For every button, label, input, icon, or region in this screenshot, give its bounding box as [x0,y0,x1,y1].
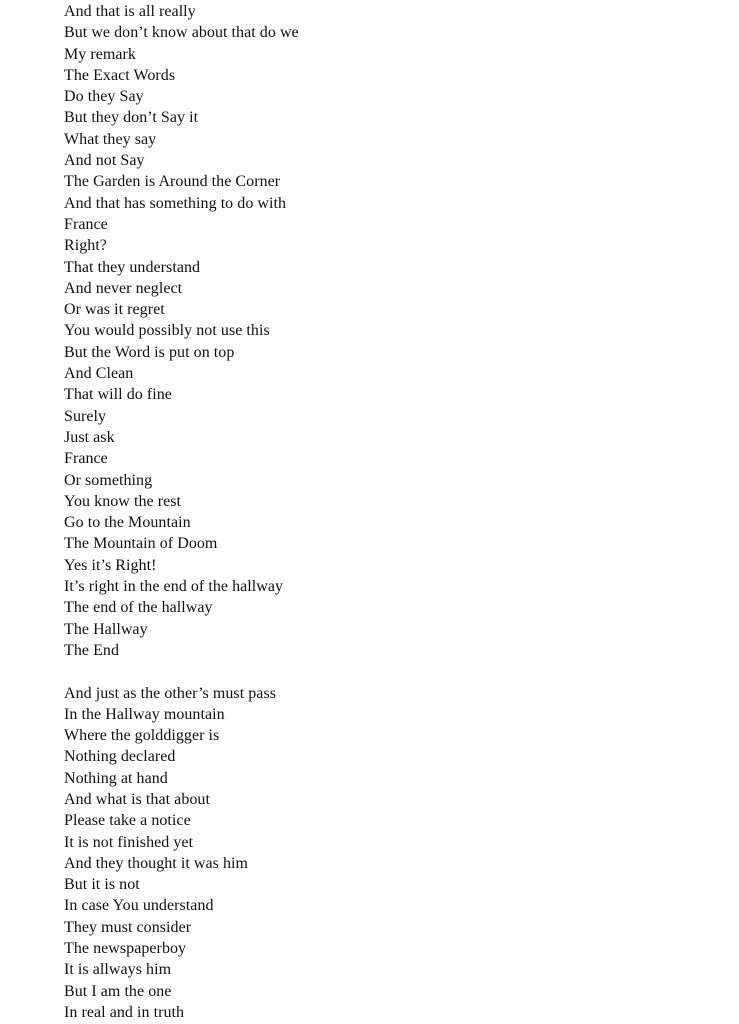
poem-line: That will do fine [64,386,172,404]
poem-line: In real and in truth [64,1003,185,1021]
poem-line: Nothing at hand [64,769,168,787]
poem-line: They must consider [64,918,192,936]
poem-line: France [64,450,108,468]
stanza-2 [64,683,724,1024]
poem-line: It is allways him [64,961,172,979]
poem-line: Where the golddigger is [64,727,220,745]
poem-line: The End [64,641,119,659]
poem-line: You know the rest [64,492,182,510]
poem-line: Go to the Mountain [64,514,191,532]
poem-line: You would possibly not use this [64,322,270,340]
poem-line: Or was it regret [64,301,165,319]
poem-page [64,1,724,1023]
poem-line: But they don’t Say it [64,109,199,127]
poem-line: And not Say [64,152,145,170]
poem-line: Just ask [64,428,115,446]
poem-line: That they understand [64,258,201,276]
poem-line: And Clean [64,365,134,383]
poem-line: The Exact Words [64,66,176,84]
poem-line: The Garden is Around the Corner [64,173,281,191]
poem-line: It is not finished yet [64,833,194,851]
poem-line: Surely [64,407,107,425]
poem-line: The end of the hallway [64,599,213,617]
poem-line: The Hallway [64,620,148,638]
poem-line: And what is that about [64,790,210,808]
poem-line: And they thought it was him [64,854,249,872]
poem-line: And just as the other’s must pass [64,684,277,702]
poem-line: France [64,215,108,233]
poem-line: It’s right in the end of the hallway [64,578,284,596]
stanza-1 [64,1,724,661]
poem-line: Nothing declared [64,748,176,766]
poem-line: And never neglect [64,279,183,297]
poem-line: What they say [64,130,157,148]
poem-line: Yes it’s Right! [64,556,157,574]
poem-line: Do they Say [64,88,144,106]
poem-line: The newspaperboy [64,940,187,958]
poem-line: Right? [64,237,107,255]
poem-line: But we don’t know about that do we [64,24,299,42]
poem-line: In case You understand [64,897,214,915]
poem-line: And that has something to do with [64,194,287,212]
poem-line: The Mountain of Doom [64,535,218,553]
poem-line: In the Hallway mountain [64,705,225,723]
poem-line: And that is all really [64,3,196,20]
poem-line: Please take a notice [64,812,191,830]
poem-line: But I am the one [64,982,172,1000]
poem-line: But the Word is put on top [64,343,235,361]
poem-line: Or something [64,471,153,489]
poem-line: My remark [64,45,136,63]
poem-line: But it is not [64,876,140,894]
